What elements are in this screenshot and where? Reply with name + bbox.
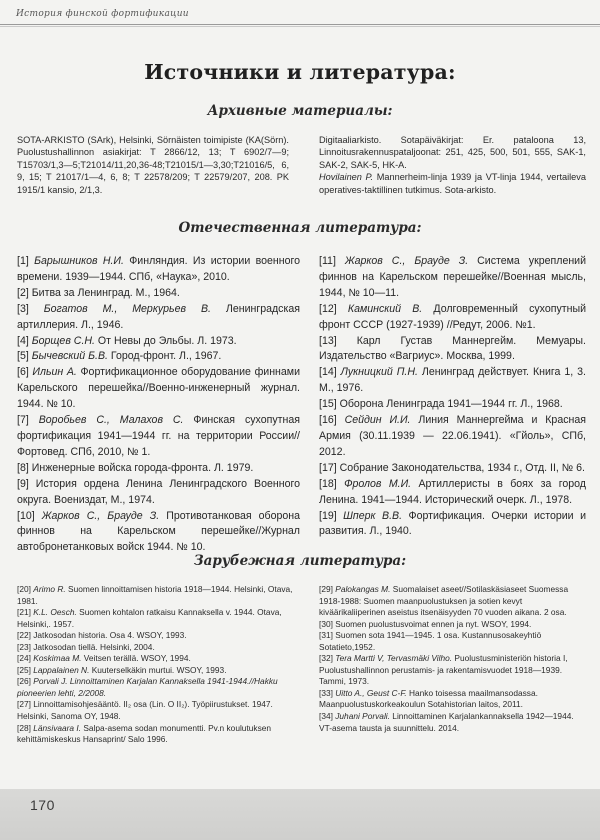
entry-text: Hanko toisessa maailmansodassa. Maanpuolustuskorkeakoulun Sotahistorian laitos, 2011. — [319, 687, 538, 710]
entry-text: Suomalaiset aseet//Sotilaskäsiaseet Suomessa 1918-1988: Suomen maanpuolustuksen ja sotien kevyt kiväärikaliiperinen aseistus itsenäisyyden 70 vuoden aikana. 2 osa. — [319, 584, 569, 618]
archive-column-right — [319, 134, 586, 196]
entry-author: Борщев С.Н. — [31, 334, 95, 347]
entry-number: [10] — [17, 509, 42, 522]
entry-number: [24] — [17, 653, 34, 664]
entry-author: K.L. Oesch. — [33, 607, 77, 618]
entry-author: Ильин А. — [32, 366, 77, 379]
header-rule — [0, 24, 600, 25]
reference-entry — [17, 642, 299, 654]
entry-text: Mannerheim-linja 1939 ja VT-linja 1944, vertaileva operatives-taktillinen tutkimus. Sota-arkisto. — [319, 172, 586, 195]
entry-author: Koskimaa M. — [33, 653, 82, 664]
entry-number: [29] — [319, 584, 336, 594]
reference-entry — [319, 477, 586, 509]
entry-text: Jatkosodan tiellä. Helsinki, 2004. — [33, 641, 155, 652]
entry-number: [32] — [319, 653, 336, 664]
entry-text: Карл Густав Маннергейм. Мемуары. Издательство «Вагриус». Москва, 1999. — [319, 334, 586, 363]
entry-text: Suomen linnoittamisen historia 1918—1944. Helsinki, Otava, 1981. — [17, 584, 293, 606]
reference-entry — [17, 509, 300, 557]
entry-number: [28] — [17, 722, 34, 733]
entry-author: Богатов М., Меркурьев В. — [43, 302, 211, 315]
reference-entry — [17, 630, 299, 642]
reference-entry — [319, 302, 586, 334]
entry-author: Hovilainen P. — [319, 172, 374, 183]
entry-number: [30] — [319, 618, 336, 629]
entry-text: От Невы до Эльбы. Л. 1973. — [94, 334, 237, 347]
entry-author: Porvali J. Linnoittaminen Karjalan Kannaksella 1941-1944.//Hakku pioneerien lehti, 2/2008. — [17, 676, 278, 698]
reference-entry — [17, 461, 300, 477]
reference-entry — [319, 688, 587, 711]
entry-number: [5] — [17, 350, 32, 363]
entry-text: Suomen puolustusvoimat ennen ja nyt. WSOY, 1994. — [335, 618, 532, 629]
entry-text: Инженерные войска города-фронта. Л. 1979. — [31, 461, 254, 474]
entry-number: [2] — [17, 286, 32, 299]
entry-author: Каминский В. — [347, 302, 423, 315]
foreign-list-right — [319, 584, 587, 734]
foreign-list-left — [17, 584, 299, 746]
footer-band — [0, 789, 600, 840]
entry-text: Артиллеристы в боях за город Ленина. 1941—1944. Исторический очерк. Л., 1978. — [319, 477, 586, 506]
entry-number: [19] — [319, 509, 344, 522]
reference-entry — [17, 676, 299, 699]
domestic-heading: Отечественная литература: — [178, 220, 422, 236]
entry-text: Фортификация. Очерки истории и развития. Л., 1940. — [319, 509, 586, 538]
entry-number: [27] — [17, 699, 34, 710]
reference-entry — [319, 254, 586, 302]
running-head: История финской фортификации — [16, 9, 189, 19]
archive-entry — [17, 134, 289, 196]
entry-number: [16] — [319, 414, 345, 427]
reference-entry — [17, 607, 299, 630]
entry-number: [18] — [319, 477, 345, 490]
reference-entry — [17, 302, 300, 334]
entry-text: Jatkosodan historia. Osa 4. WSOY, 1993. — [33, 630, 187, 641]
entry-author: Лукницкий П.Н. — [340, 366, 418, 379]
entry-number: [8] — [17, 461, 32, 474]
entry-author: Воробьев С., Малахов С. — [38, 414, 184, 427]
entry-author: Uitto A., Geust C-F. — [335, 687, 407, 698]
entry-number: [11] — [319, 255, 345, 267]
entry-author: Бычевский Б.В. — [31, 350, 108, 363]
entry-text: Salpa-asema sodan monumentti. Pv.n koulutuksen kehittämiskeskus Hansaprint/ Salo 1996. — [17, 722, 272, 745]
entry-number: [14] — [319, 366, 341, 379]
entry-text: Противотанковая оборона финнов на Карельском перешейке//Журнал автобронетанковых войск 1944. № 10. — [17, 509, 301, 554]
reference-entry — [319, 711, 587, 734]
reference-entry — [319, 461, 586, 477]
reference-entry — [319, 584, 587, 619]
entry-text: SOTA-ARKISTO (SArk), Helsinki, Sörnäisten toimipiste (KA(Sörn). Puolustushallinnon asiakirjat: T 2866/12, 13; T 6902/7—9; T15703/1,3—5;T21014/11,20,36-48;T21015/1—3,30;T21016/5, 6, 9, 15; T 21017/1—4, 6, 8; T 22578/209; T 22579/207, 208. PK 1915/1 kansio, 2/1,3. — [17, 135, 289, 195]
reference-entry — [17, 699, 299, 722]
entry-number: [17] — [319, 461, 340, 474]
reference-entry — [319, 653, 587, 688]
header-rule-secondary — [0, 26, 600, 27]
entry-author: Arimo R. — [33, 584, 66, 594]
entry-number: [20] — [17, 584, 34, 594]
domestic-list-right — [319, 254, 586, 540]
entry-author: Juhani Porvali. — [335, 711, 390, 722]
domestic-list-left — [17, 254, 300, 556]
entry-number: [3] — [17, 302, 44, 315]
entry-author: Lappalainen N. — [33, 664, 90, 675]
reference-entry — [319, 334, 586, 366]
reference-entry — [17, 477, 300, 509]
archive-column-left — [17, 134, 289, 196]
entry-number: [1] — [17, 255, 35, 267]
entry-number: [22] — [17, 630, 34, 641]
reference-entry — [319, 365, 586, 397]
reference-entry — [17, 413, 300, 461]
entry-text: История ордена Ленина Ленинградского Военного округа. Воениздат, М., 1974. — [17, 477, 300, 506]
entry-number: [26] — [17, 676, 34, 687]
entry-author: Жарков С., Брауде З. — [344, 255, 469, 267]
entry-text: Ленинград действует. Книга 1, 3. М., 1976. — [319, 366, 586, 395]
entry-author: Сейдин И.И. — [344, 414, 411, 427]
reference-entry — [17, 653, 299, 665]
entry-number: [25] — [17, 664, 34, 675]
entry-number: [7] — [17, 414, 39, 427]
archive-heading: Архивные материалы: — [207, 103, 393, 119]
entry-text: Битва за Ленинград. М., 1964. — [31, 286, 180, 299]
page-title: Источники и литература: — [144, 60, 456, 84]
entry-text: Suomen kohtalon ratkaisu Kannaksella v. 1944. Otava, Helsinki,. 1957. — [17, 607, 282, 629]
reference-entry — [17, 334, 300, 350]
entry-text: Puolustusministeriön historia I, Puolustushallinnon perustamis- ja rakentamisvuodet 1918—1939. Tammi, 1973. — [319, 653, 568, 687]
reference-entry — [319, 397, 586, 413]
archive-entry — [319, 134, 586, 171]
reference-entry — [319, 413, 586, 461]
entry-text: Veitsen terällä. WSOY, 1994. — [81, 653, 191, 664]
entry-text: Город-фронт. Л., 1967. — [107, 350, 222, 363]
entry-number: [21] — [17, 607, 34, 618]
entry-text: Linnoittamisohjesääntö. II₂ osa (Lin. O II₂). Työpiirustukset. 1947. Helsinki, Sanoma OY, 1948. — [17, 699, 273, 722]
entry-author: Palokangas M. — [335, 584, 391, 594]
reference-entry — [17, 349, 300, 365]
entry-number: [33] — [319, 687, 336, 698]
entry-number: [31] — [319, 630, 336, 641]
entry-number: [6] — [17, 366, 33, 379]
entry-text: Долговременный сухопутный фронт СССР (1927-1939) //Редут, 2006. №1. — [319, 302, 587, 331]
entry-text: Linnoittaminen Karjalankannaksella 1942—1944. VT-asema tausta ja suunnittelu. 2014. — [319, 711, 574, 733]
entry-number: [15] — [319, 398, 340, 411]
entry-text: Линия Маннергейма и Красная Армия (30.11.1939 — 22.06.1941). «Гйоль», СПб, 2012. — [319, 414, 586, 458]
reference-entry — [17, 286, 300, 302]
foreign-heading: Зарубежная литература: — [193, 553, 407, 569]
entry-number: [4] — [17, 334, 32, 347]
entry-text: Финляндия. Из истории военного времени. 1939—1944. СПб, «Наука», 2010. — [17, 255, 300, 283]
entry-author: Länsivaara I. — [33, 722, 82, 733]
entry-number: [9] — [17, 477, 36, 490]
entry-number: [12] — [319, 302, 348, 315]
entry-author: Фролов М.И. — [344, 477, 412, 490]
entry-number: [13] — [319, 334, 357, 347]
entry-text: Финская сухопутная фортификация 1941—1944 гг. на территории России//Фортовед. СПб, 2010, № 1. — [17, 414, 300, 458]
entry-author: Барышников Н.И. — [34, 255, 124, 267]
entry-number: [34] — [319, 711, 336, 722]
entry-author: Шперк В.В. — [343, 509, 403, 522]
entry-text: Собрание Законодательства, 1934 г., Отд. II, № 6. — [339, 461, 585, 474]
entry-text: Kuuterselkäkin murtui. WSOY, 1993. — [89, 664, 227, 675]
reference-entry — [17, 584, 299, 607]
reference-entry — [319, 630, 587, 653]
reference-entry — [17, 254, 300, 286]
entry-text: Suomen sota 1941—1945. 1 osa. Kustannusosakeyhtiö Sotatieto,1952. — [319, 630, 542, 652]
entry-text: Ленинградская артиллерия. Л., 1946. — [17, 302, 300, 331]
entry-author: Жарков С., Брауде З. — [41, 509, 160, 522]
entry-text: Оборона Ленинграда 1941—1944 гг. Л., 1968. — [339, 398, 563, 411]
entry-text: Фортификационное оборудование финнами Карельского перешейка//Военно-инженерный журнал. 1944. № 10. — [17, 366, 300, 411]
page-number: 170 — [30, 797, 55, 813]
entry-text: Система укреплений финнов на Карельском перешейке//Военная мысль, 1944, № 10—11. — [319, 255, 587, 299]
reference-entry — [17, 365, 300, 413]
entry-author: Tera Martti V, Tervasmäki Vilho. — [335, 653, 453, 664]
reference-entry — [17, 723, 299, 746]
entry-text: Digitaaliarkisto. Sotapäiväkirjat: Er. pataloona 13, Linnoitusrakennuspataljoonat: 251, 425, 500, 501, 555, SAK-1, SAK-2, SAK-5, HK-A. — [319, 135, 586, 170]
reference-entry — [319, 509, 586, 541]
archive-entry — [319, 171, 586, 196]
entry-number: [23] — [17, 641, 34, 652]
reference-entry — [17, 665, 299, 677]
reference-entry — [319, 619, 587, 631]
